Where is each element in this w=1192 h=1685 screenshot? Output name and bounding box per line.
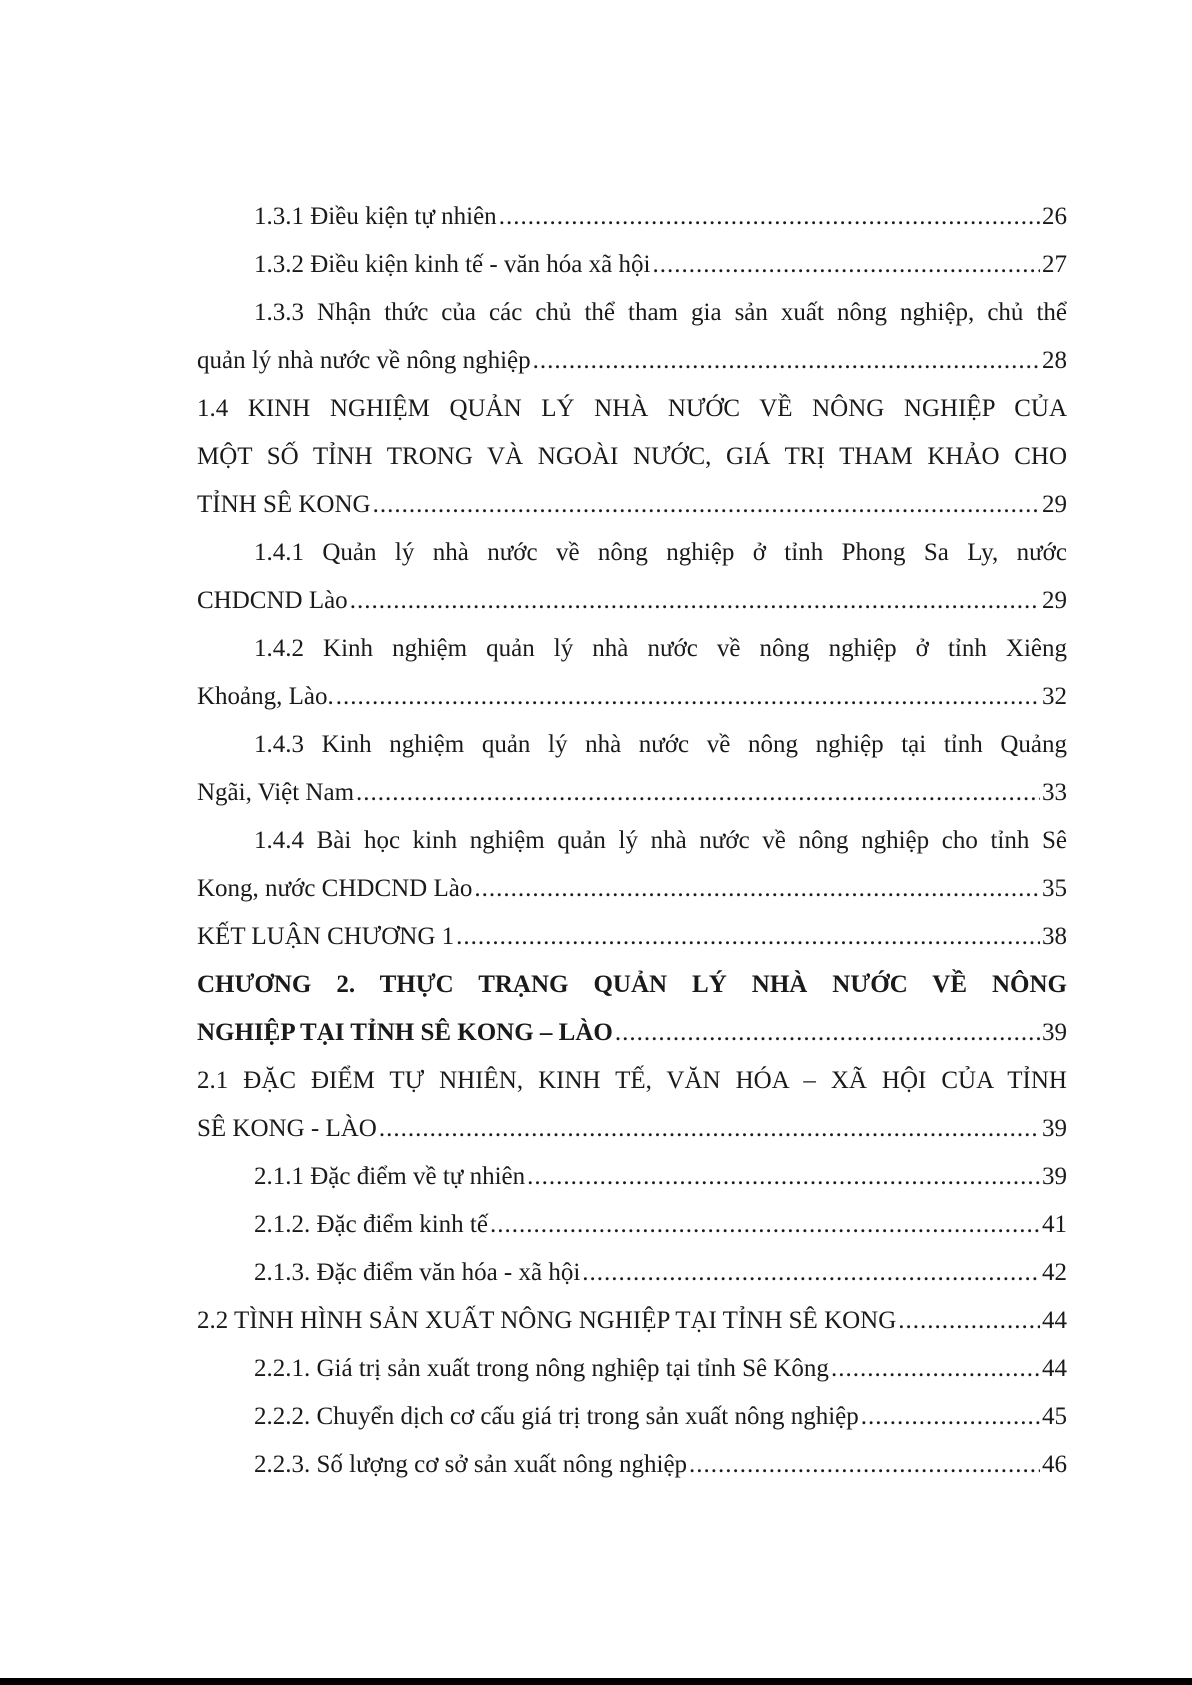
toc-page-number: 45	[1042, 1403, 1067, 1430]
dot-leader	[456, 913, 1040, 961]
toc-entry-last-line	[197, 673, 1067, 721]
bottom-border-line	[0, 1678, 1192, 1685]
toc-entry-1-4-2	[197, 625, 1067, 721]
toc-entry-text: 2.1.3. Đặc điểm văn hóa - xã hội	[254, 1259, 581, 1286]
dot-leader	[350, 577, 1040, 625]
toc-page-number: 29	[1042, 491, 1067, 518]
toc-entry-text: 2.2.3. Số lượng cơ sở sản xuất nông nghiệp	[254, 1451, 688, 1478]
toc-entry-last-line	[197, 865, 1067, 913]
toc-page-number: 46	[1042, 1451, 1067, 1478]
dot-leader	[652, 241, 1040, 289]
toc-entry-text: Kong, nước CHDCND Lào	[197, 875, 473, 902]
toc-page-number: 35	[1042, 875, 1067, 902]
dot-leader	[379, 1105, 1040, 1153]
toc-page-number: 38	[1042, 923, 1067, 950]
dot-leader	[356, 769, 1040, 817]
toc-page-number: 39	[1042, 1115, 1067, 1142]
toc-entry-2-1-1	[197, 1153, 1067, 1201]
toc-entry-2-1-2	[197, 1201, 1067, 1249]
dot-leader	[582, 1249, 1040, 1297]
toc-page-number: 29	[1042, 587, 1067, 614]
toc-entry-text-line: 2.1 ĐẶC ĐIỂM TỰ NHIÊN, KINH TẾ, VĂN HÓA – XÃ HỘI CỦA TỈNH	[197, 1067, 1067, 1094]
toc-entry-text-line: 1.4.3 Kinh nghiệm quản lý nhà nước về nông nghiệp tại tỉnh Quảng	[254, 731, 1067, 758]
toc-entry-text: 1.3.1 Điều kiện tự nhiên	[254, 203, 497, 230]
dot-leader	[898, 1297, 1040, 1345]
toc-page-number: 26	[1042, 203, 1067, 230]
dot-leader	[861, 1393, 1040, 1441]
toc-page-number: 39	[1042, 1163, 1067, 1190]
dot-leader	[336, 673, 1040, 721]
toc-entry-text: 2.2.2. Chuyển dịch cơ cấu giá trị trong sản xuất nông nghiệp	[254, 1403, 859, 1430]
toc-entry-last-line	[197, 577, 1067, 625]
toc-page-number: 27	[1042, 251, 1067, 278]
toc-entry-1-4-1	[197, 529, 1067, 625]
toc-entry-2-2-1	[197, 1345, 1067, 1393]
toc-entry-1-3-3	[197, 289, 1067, 385]
toc-entry-2-2	[197, 1297, 1067, 1345]
toc-entry-text: 2.2 TÌNH HÌNH SẢN XUẤT NÔNG NGHIỆP TẠI TỈNH SÊ KONG	[197, 1307, 897, 1334]
table-of-contents	[197, 193, 1067, 1489]
toc-page-number: 32	[1042, 683, 1067, 710]
toc-entry-1-4-3	[197, 721, 1067, 817]
toc-entry-text: Khoảng, Lào.	[197, 683, 334, 710]
toc-page-number: 28	[1042, 347, 1067, 374]
toc-entry-text: SÊ KONG - LÀO	[197, 1115, 377, 1142]
toc-entry-text: Ngãi, Việt Nam	[197, 779, 355, 806]
dot-leader	[373, 481, 1040, 529]
toc-entry-2-2-3	[197, 1441, 1067, 1489]
toc-entry-last-line	[197, 481, 1067, 529]
toc-entry-last-line	[197, 1105, 1067, 1153]
toc-entry-1-3-1	[197, 193, 1067, 241]
toc-page-number: 41	[1042, 1211, 1067, 1238]
dot-leader	[490, 1201, 1040, 1249]
toc-entry-1-4-4	[197, 817, 1067, 913]
dot-leader	[474, 865, 1040, 913]
toc-page-number: 44	[1042, 1355, 1067, 1382]
toc-entry-text-line: 1.4.2 Kinh nghiệm quản lý nhà nước về nông nghiệp ở tỉnh Xiêng	[254, 635, 1067, 662]
toc-entry-text-line: 1.4.4 Bài học kinh nghiệm quản lý nhà nước về nông nghiệp cho tỉnh Sê	[254, 827, 1067, 854]
toc-entry-1-3-2	[197, 241, 1067, 289]
toc-entry-chuong-2	[197, 961, 1067, 1057]
toc-entry-text: CHDCND Lào	[197, 587, 348, 614]
toc-entry-text: 2.2.1. Giá trị sản xuất trong nông nghiệp tại tỉnh Sê Kông	[254, 1355, 829, 1382]
toc-entry-2-1-3	[197, 1249, 1067, 1297]
toc-entry-2-2-2	[197, 1393, 1067, 1441]
toc-entry-last-line	[197, 769, 1067, 817]
toc-entry-text-line: 1.4 KINH NGHIỆM QUẢN LÝ NHÀ NƯỚC VỀ NÔNG NGHIỆP CỦA	[197, 395, 1067, 422]
dot-leader	[527, 1153, 1040, 1201]
toc-entry-text: 2.1.2. Đặc điểm kinh tế	[254, 1211, 488, 1238]
dot-leader	[689, 1441, 1040, 1489]
toc-entry-text-line: CHƯƠNG 2. THỰC TRẠNG QUẢN LÝ NHÀ NƯỚC VỀ NÔNG	[197, 971, 1067, 998]
toc-page-number: 39	[1042, 1019, 1067, 1046]
dot-leader	[533, 337, 1040, 385]
toc-entry-text: quản lý nhà nước về nông nghiệp	[197, 347, 531, 374]
toc-entry-text-line: 1.3.3 Nhận thức của các chủ thể tham gia sản xuất nông nghiệp, chủ thể	[254, 299, 1067, 326]
toc-entry-text-line: 1.4.1 Quản lý nhà nước về nông nghiệp ở tỉnh Phong Sa Ly, nước	[254, 539, 1067, 566]
toc-entry-text: KẾT LUẬN CHƯƠNG 1	[197, 923, 455, 950]
toc-entry-last-line	[197, 1009, 1067, 1057]
toc-entry-text-line: MỘT SỐ TỈNH TRONG VÀ NGOÀI NƯỚC, GIÁ TRỊ THAM KHẢO CHO	[197, 443, 1067, 470]
toc-entry-2-1	[197, 1057, 1067, 1153]
dot-leader	[615, 1009, 1040, 1057]
toc-entry-last-line	[197, 337, 1067, 385]
dot-leader	[499, 193, 1040, 241]
toc-entry-text: 1.3.2 Điều kiện kinh tế - văn hóa xã hội	[254, 251, 651, 278]
toc-entry-text: TỈNH SÊ KONG	[197, 491, 371, 518]
toc-entry-1-4	[197, 385, 1067, 529]
toc-page-number: 42	[1042, 1259, 1067, 1286]
toc-entry-text: 2.1.1 Đặc điểm về tự nhiên	[254, 1163, 526, 1190]
toc-entry-ket-luan-chuong-1	[197, 913, 1067, 961]
toc-page-number: 33	[1042, 779, 1067, 806]
toc-page-number: 44	[1042, 1307, 1067, 1334]
toc-entry-text: NGHIỆP TẠI TỈNH SÊ KONG – LÀO	[197, 1019, 613, 1046]
dot-leader	[831, 1345, 1040, 1393]
